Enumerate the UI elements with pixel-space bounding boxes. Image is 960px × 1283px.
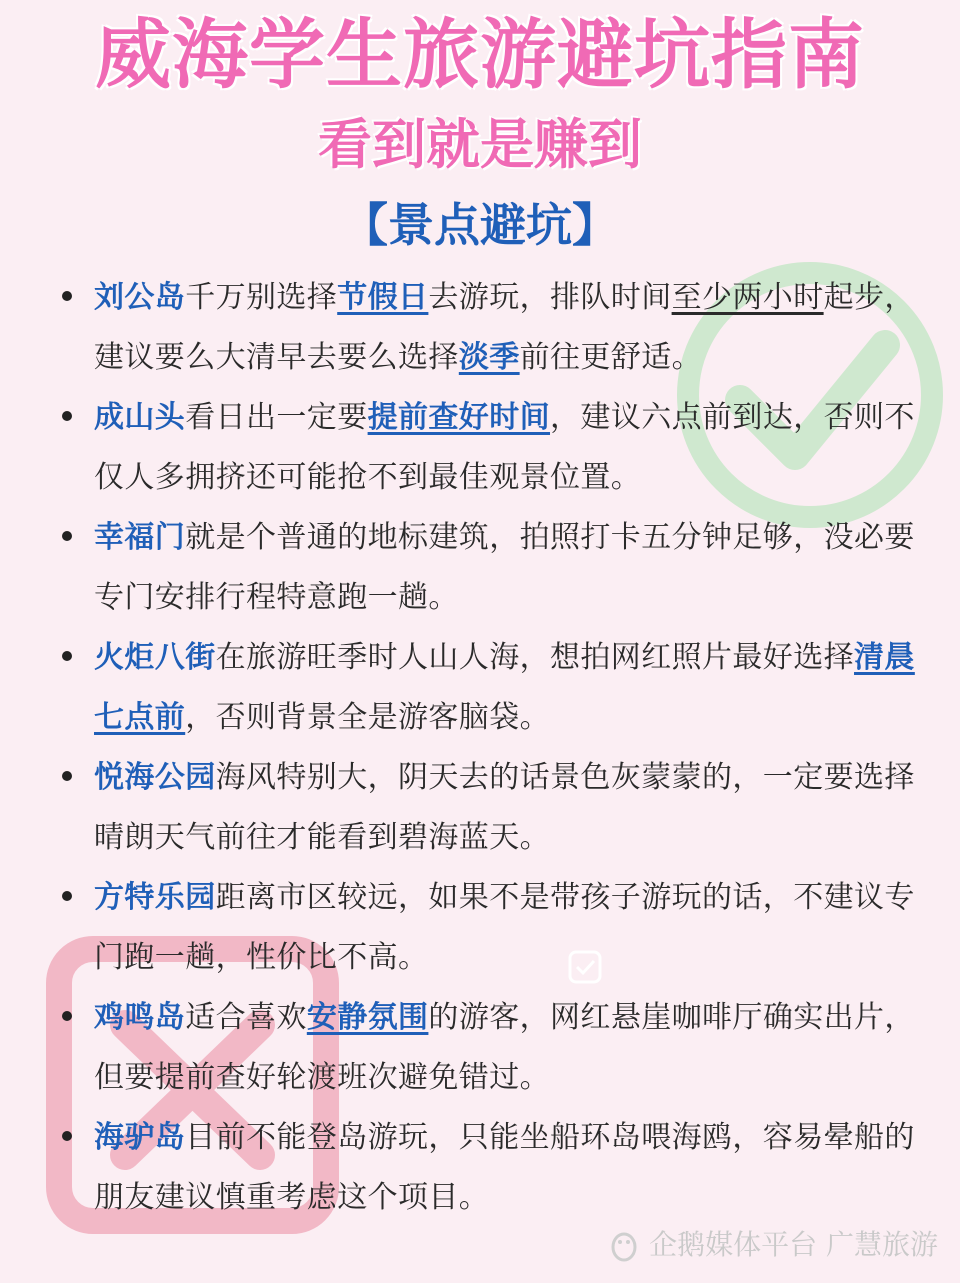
list-item: [62, 628, 932, 748]
item-text-segment: 起步，建议要么大清早去要么选择: [94, 280, 915, 375]
spot-name: 成山头: [94, 400, 186, 435]
page-subtitle: 看到就是赚到: [318, 113, 642, 176]
tips-list: [62, 268, 932, 1228]
item-text-segment: 在旅游旺季时人山人海，想拍网红照片最好选择: [215, 640, 855, 675]
item-text: [94, 628, 932, 748]
bullet-icon: [62, 291, 72, 301]
highlight-term: 至少两小时: [671, 280, 824, 315]
highlight-term: 清晨七点前: [94, 640, 915, 735]
item-text-segment: 前往更舒适。: [519, 340, 703, 375]
item-text-segment: 看日出一定要: [185, 400, 368, 435]
spot-name: 刘公岛: [94, 280, 186, 315]
bullet-icon: [62, 531, 72, 541]
item-text-segment: 海风特别大，阴天去的话景色灰蒙蒙的，一定要选择晴朗天气前往才能看到碧海蓝天。: [94, 760, 915, 855]
highlight-term: 淡季: [458, 340, 520, 375]
bullet-icon: [62, 411, 72, 421]
item-text: [94, 1108, 932, 1228]
item-text: [94, 868, 932, 988]
bullet-icon: [62, 891, 72, 901]
item-text-segment: ，建议六点前到达，否则不仅人多拥挤还可能抢不到最佳观景位置。: [94, 400, 915, 495]
spot-name: 海驴岛: [94, 1120, 186, 1155]
spot-name: 火炬八街: [94, 640, 216, 675]
item-text-segment: 的游客，网红悬崖咖啡厅确实出片，但要提前查好轮渡班次避免错过。: [94, 1000, 915, 1095]
item-text-segment: 目前不能登岛游玩，只能坐船环岛喂海鸥，容易晕船的朋友建议慎重考虑这个项目。: [94, 1120, 915, 1215]
bullet-icon: [62, 651, 72, 661]
list-item: [62, 388, 932, 508]
item-text: [94, 988, 932, 1108]
list-item: [62, 988, 932, 1108]
item-text: [94, 748, 932, 868]
highlight-term: 提前查好时间: [367, 400, 551, 435]
item-text-segment: 适合喜欢: [185, 1000, 307, 1035]
list-item: [62, 1108, 932, 1228]
item-text-segment: 去游玩，排队时间: [428, 280, 672, 315]
item-text: [94, 508, 932, 628]
bullet-icon: [62, 1011, 72, 1021]
item-text-segment: ，否则背景全是游客脑袋。: [185, 700, 551, 735]
item-text: [94, 268, 932, 388]
bullet-icon: [62, 1131, 72, 1141]
highlight-term: 安静氛围: [306, 1000, 429, 1035]
bullet-icon: [62, 771, 72, 781]
spot-name: 方特乐园: [94, 880, 216, 915]
list-item: [62, 748, 932, 868]
list-item: [62, 868, 932, 988]
item-text-segment: 距离市区较远，如果不是带孩子游玩的话，不建议专门跑一趟，性价比不高。: [94, 880, 915, 975]
item-text-segment: 就是个普通的地标建筑，拍照打卡五分钟足够，没必要专门安排行程特意跑一趟。: [94, 520, 915, 615]
list-item: [62, 508, 932, 628]
spot-name: 幸福门: [94, 520, 186, 555]
spot-name: 鸡鸣岛: [94, 1000, 186, 1035]
item-text-segment: 千万别选择: [185, 280, 338, 315]
spot-name: 悦海公园: [94, 760, 216, 795]
page-title: 威海学生旅游避坑指南: [95, 10, 865, 99]
list-item: [62, 268, 932, 388]
item-text: [94, 388, 932, 508]
watermark-text: 企鹅媒体平台 广慧旅游: [649, 1228, 938, 1261]
section-heading: 【景点避坑】: [342, 198, 618, 252]
penguin-logo-icon: [607, 1228, 641, 1262]
watermark: [607, 1225, 938, 1265]
highlight-term: 节假日: [337, 280, 429, 315]
